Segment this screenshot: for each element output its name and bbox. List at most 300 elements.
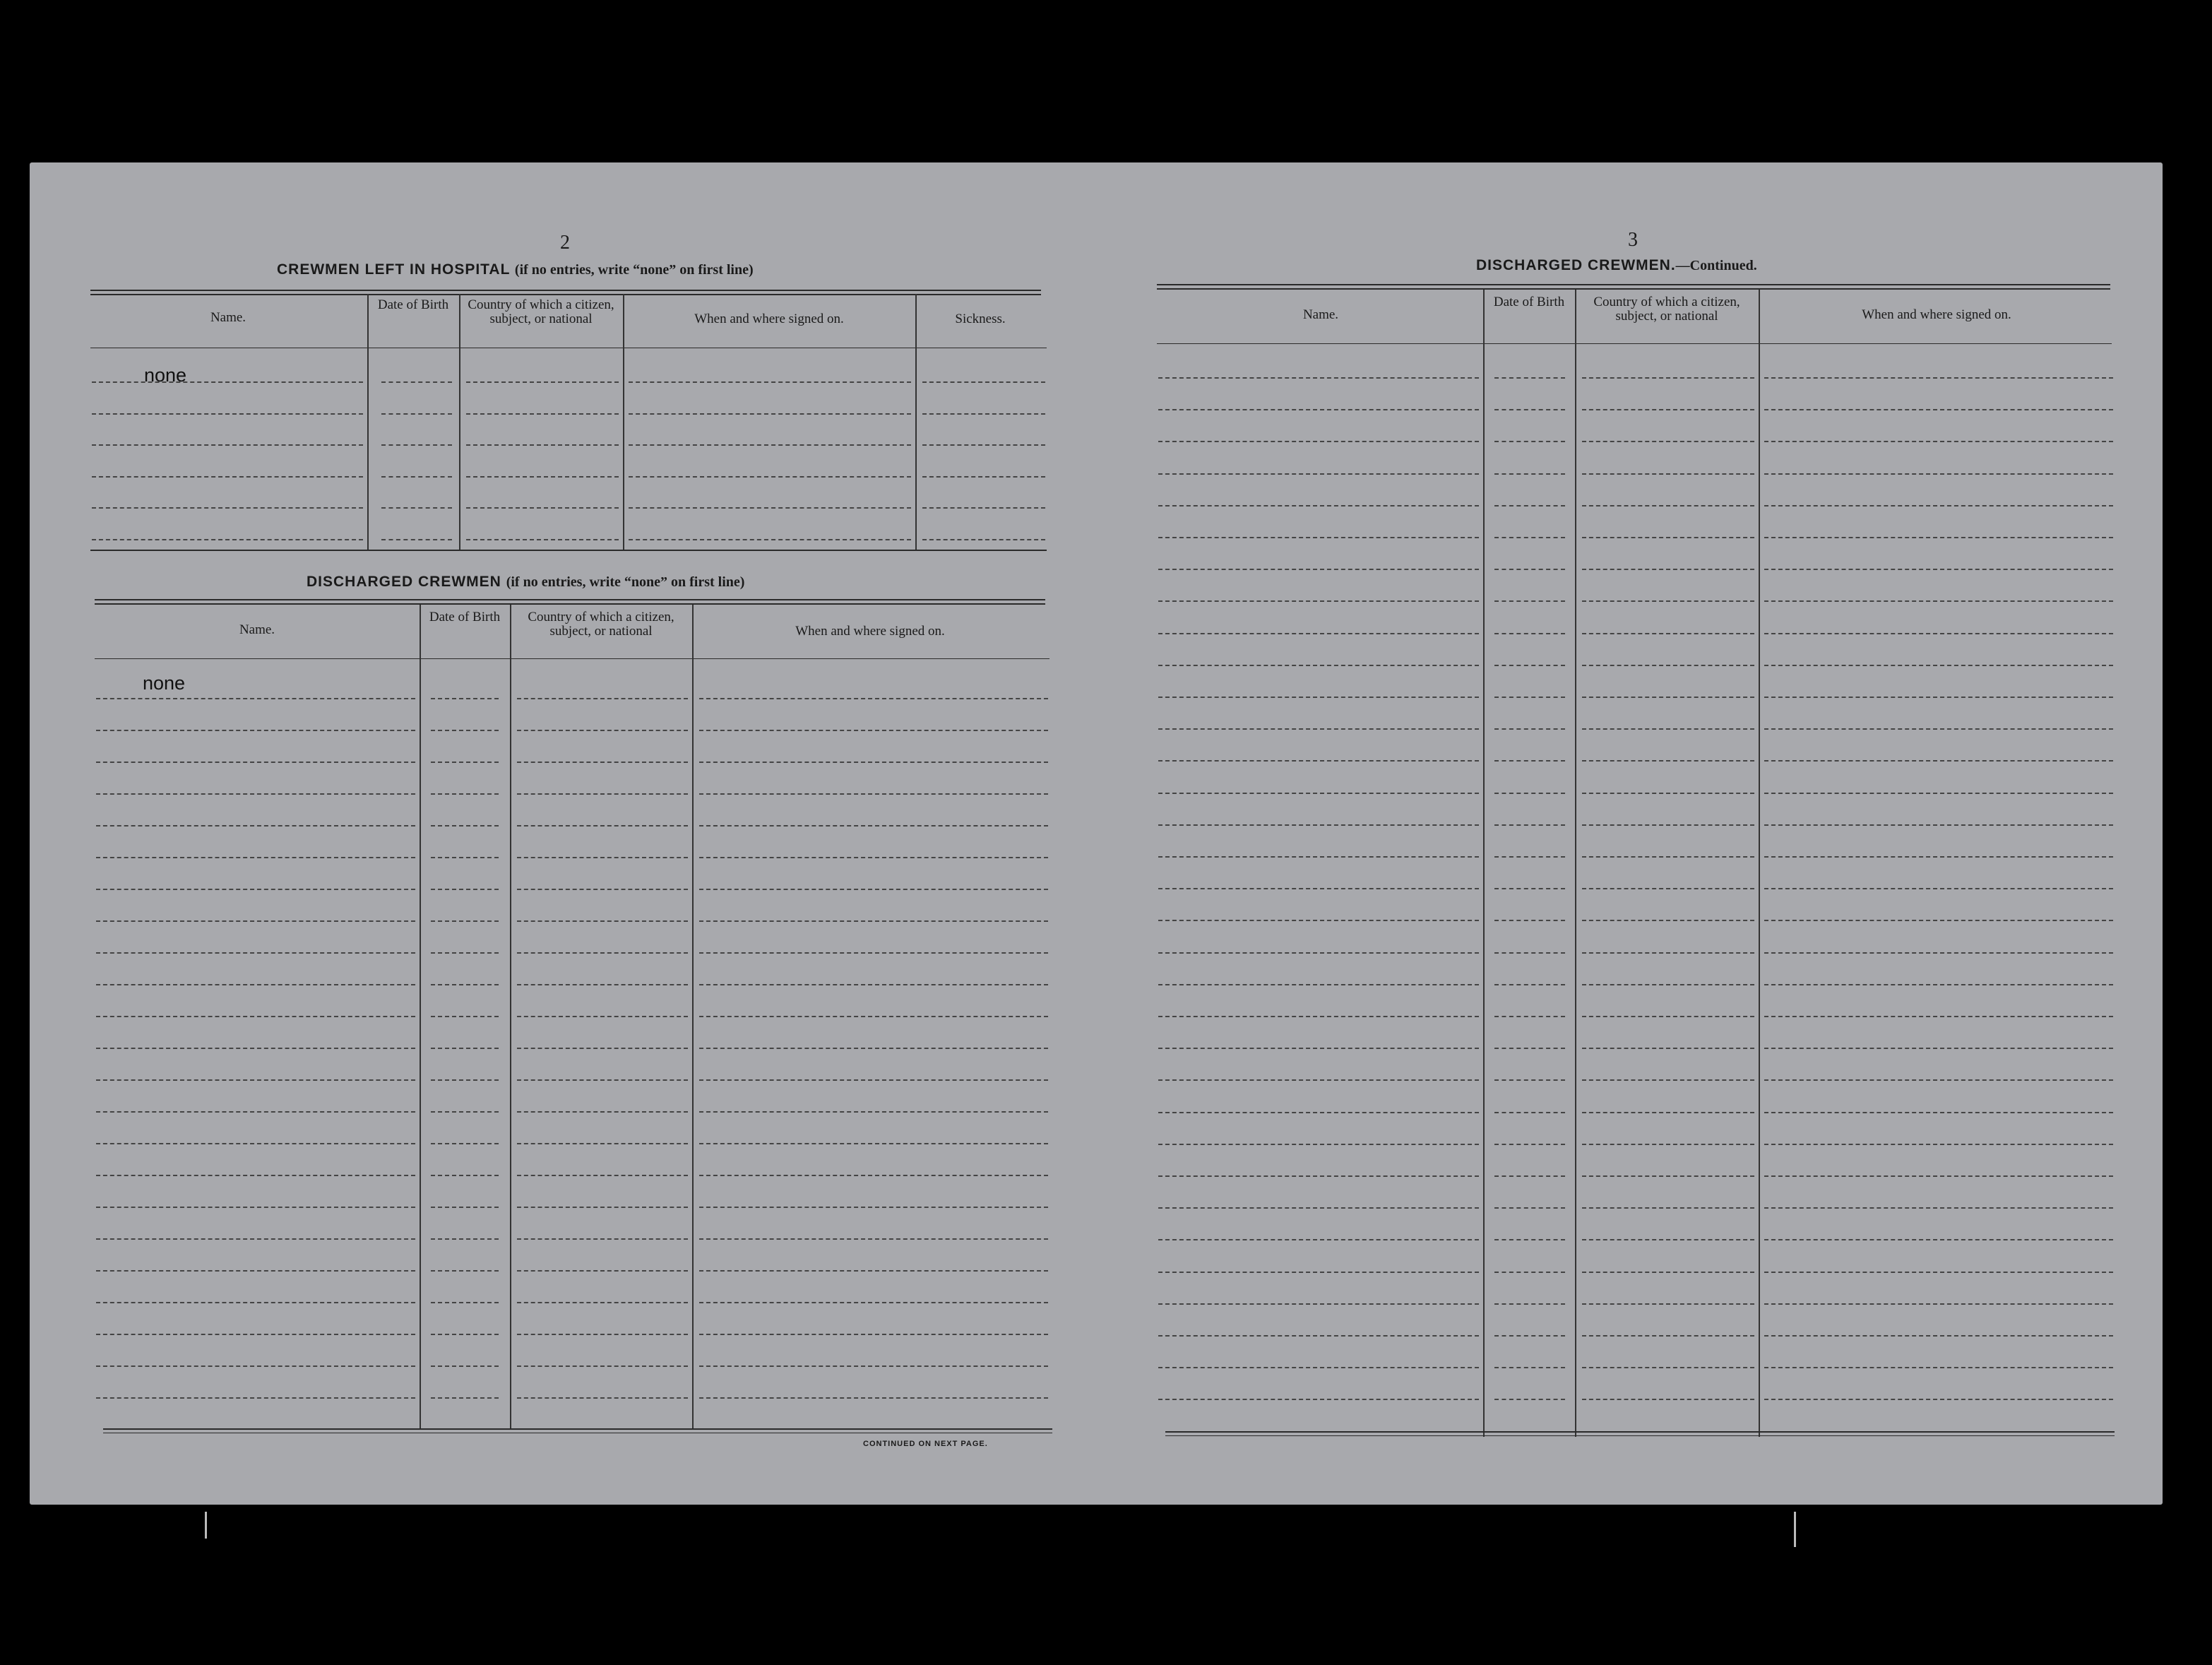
entry-line	[1494, 824, 1565, 826]
entry-line	[1494, 920, 1565, 921]
continued-title-suffix: —Continued.	[1675, 258, 1757, 273]
entry-line	[1158, 1239, 1479, 1240]
entry-line	[517, 1238, 688, 1240]
entry-line	[1582, 1112, 1754, 1113]
entry-line	[699, 1302, 1048, 1303]
entry-line	[1764, 984, 2113, 985]
entry-line	[517, 889, 688, 890]
entry-line	[1494, 473, 1565, 475]
entry-line	[1158, 409, 1479, 410]
entry-line	[466, 444, 619, 446]
entry-line	[699, 1238, 1048, 1240]
col-header-country: Country of which a citizen, subject, or national	[468, 297, 614, 326]
entry-line	[1764, 1144, 2113, 1145]
table-bottom-rule	[1165, 1431, 2115, 1433]
entry-line	[431, 1207, 499, 1208]
entry-line	[517, 1111, 688, 1113]
entry-line	[431, 762, 499, 763]
entry-line	[96, 984, 415, 985]
entry-line	[1158, 377, 1479, 379]
entry-line	[1764, 1048, 2113, 1049]
entry-line	[1582, 697, 1754, 698]
entry-line	[517, 1397, 688, 1399]
entry-line	[466, 413, 619, 415]
entry-line	[517, 1365, 688, 1367]
discharged-title: DISCHARGED CREWMEN	[307, 574, 501, 590]
entry-line	[92, 476, 363, 478]
entry-line	[96, 1207, 415, 1208]
entry-line	[1764, 1112, 2113, 1113]
entry-line	[699, 1175, 1048, 1176]
entry-line	[92, 444, 363, 446]
entry-line	[517, 1270, 688, 1272]
entry-line	[922, 476, 1045, 478]
entry-line	[1158, 760, 1479, 762]
entry-line	[1764, 760, 2113, 762]
entry-line	[1764, 952, 2113, 954]
scan-speck	[205, 1512, 207, 1539]
continued-note: CONTINUED ON NEXT PAGE.	[863, 1440, 988, 1448]
entry-line	[699, 1048, 1048, 1049]
entry-line	[1494, 984, 1565, 985]
entry-line	[517, 1048, 688, 1049]
entry-line	[1158, 793, 1479, 794]
entry-line	[1158, 665, 1479, 666]
entry-line	[699, 1334, 1048, 1335]
entry-line	[517, 698, 688, 699]
entry-line	[1582, 409, 1754, 410]
column-divider	[510, 605, 511, 1430]
entry-line	[1582, 569, 1754, 570]
entry-line	[1582, 1048, 1754, 1049]
entry-line	[1764, 888, 2113, 889]
entry-line	[1764, 537, 2113, 538]
entry-line	[96, 889, 415, 890]
entry-line	[1764, 1367, 2113, 1368]
entry-line	[1582, 505, 1754, 506]
col-header-country: Country of which a citizen, subject, or national	[1593, 295, 1740, 324]
entry-line	[96, 698, 415, 699]
entry-line	[1582, 665, 1754, 666]
entry-line	[431, 825, 499, 826]
entry-line	[1158, 1207, 1479, 1209]
entry-line	[1764, 1303, 2113, 1305]
entry-line	[431, 952, 499, 954]
discharged-section-title	[307, 574, 744, 591]
entry-line	[1158, 728, 1479, 730]
entry-line	[922, 539, 1045, 540]
entry-line	[1158, 537, 1479, 538]
entry-line	[96, 1365, 415, 1367]
entry-line	[1158, 600, 1479, 602]
entry-line	[1494, 1112, 1565, 1113]
entry-line	[1494, 1048, 1565, 1049]
continued-section-title	[1476, 257, 1757, 274]
entry-line	[431, 730, 499, 731]
entry-line	[1764, 1207, 2113, 1209]
entry-line	[629, 507, 911, 509]
entry-line	[517, 730, 688, 731]
entry-line	[1158, 697, 1479, 698]
entry-line	[1764, 1239, 2113, 1240]
entry-line	[1582, 984, 1754, 985]
entry-line	[381, 413, 452, 415]
entry-line	[431, 1302, 499, 1303]
entry-line	[699, 762, 1048, 763]
entry-line	[629, 539, 911, 540]
entry-line	[96, 825, 415, 826]
entry-line	[1764, 1272, 2113, 1273]
entry-line	[1764, 377, 2113, 379]
hospital-section-title	[277, 261, 754, 278]
column-divider	[623, 294, 624, 550]
entry-line	[431, 1048, 499, 1049]
entry-line	[431, 1111, 499, 1113]
table-top-rule	[1157, 288, 2110, 290]
entry-line	[1764, 473, 2113, 475]
entry-line	[1494, 633, 1565, 634]
entry-line	[517, 1207, 688, 1208]
entry-line	[96, 730, 415, 731]
entry-line	[1158, 1079, 1479, 1081]
entry-line	[699, 698, 1048, 699]
column-divider	[459, 294, 460, 550]
column-divider	[1483, 290, 1485, 1437]
entry-line	[466, 381, 619, 383]
entry-line	[96, 1111, 415, 1113]
entry-line	[1494, 728, 1565, 730]
entry-line	[431, 1365, 499, 1367]
entry-line	[381, 381, 452, 383]
entry-line	[1582, 1367, 1754, 1368]
table-bottom-rule	[1165, 1435, 2115, 1436]
entry-line	[1764, 600, 2113, 602]
entry-line	[1158, 1016, 1479, 1017]
entry-line	[1158, 1303, 1479, 1305]
col-header-name: Name.	[1302, 307, 1339, 322]
entry-line	[1158, 633, 1479, 634]
entry-line	[96, 1397, 415, 1399]
entry-line	[1764, 569, 2113, 570]
entry-line	[431, 1397, 499, 1399]
entry-line	[629, 476, 911, 478]
entry-line	[92, 507, 363, 509]
right-page-number: 3	[1628, 229, 1638, 251]
entry-line	[1494, 888, 1565, 889]
entry-line	[517, 1079, 688, 1081]
entry-line	[1582, 793, 1754, 794]
column-divider	[1575, 290, 1576, 1437]
entry-line	[431, 920, 499, 922]
entry-line	[1582, 377, 1754, 379]
entry-line	[96, 1270, 415, 1272]
entry-line	[1494, 856, 1565, 858]
entry-line	[699, 1111, 1048, 1113]
entry-line	[92, 539, 363, 540]
entry-line	[699, 952, 1048, 954]
entry-line	[517, 1175, 688, 1176]
entry-line	[1494, 1207, 1565, 1209]
entry-line	[1582, 1144, 1754, 1145]
entry-line	[1764, 1399, 2113, 1400]
entry-line	[1494, 1016, 1565, 1017]
col-header-signed-on: When and where signed on.	[795, 624, 945, 639]
entry-line	[922, 507, 1045, 509]
entry-line	[466, 476, 619, 478]
table-bottom-rule	[103, 1428, 1052, 1430]
entry-line	[1158, 1272, 1479, 1273]
entry-line	[1494, 1335, 1565, 1337]
entry-line	[1494, 537, 1565, 538]
entry-line	[922, 444, 1045, 446]
entry-line	[1764, 409, 2113, 410]
entry-line	[1494, 1367, 1565, 1368]
entry-line	[1158, 473, 1479, 475]
entry-line	[1494, 1303, 1565, 1305]
entry-line	[517, 952, 688, 954]
entry-line	[1582, 1399, 1754, 1400]
entry-line	[517, 920, 688, 922]
entry-line	[1582, 952, 1754, 954]
hospital-entry-1: none	[144, 365, 187, 386]
entry-line	[699, 825, 1048, 826]
hospital-subtitle: (if no entries, write “none” on first line)	[514, 262, 754, 278]
entry-line	[517, 1302, 688, 1303]
entry-line	[1764, 856, 2113, 858]
entry-line	[466, 507, 619, 509]
entry-line	[699, 857, 1048, 858]
entry-line	[1158, 1175, 1479, 1177]
entry-line	[517, 793, 688, 795]
entry-line	[381, 476, 452, 478]
entry-line	[699, 1270, 1048, 1272]
entry-line	[1494, 600, 1565, 602]
entry-line	[1158, 1367, 1479, 1368]
entry-line	[1582, 600, 1754, 602]
entry-line	[1158, 1399, 1479, 1400]
entry-line	[431, 698, 499, 699]
entry-line	[1764, 697, 2113, 698]
entry-line	[431, 857, 499, 858]
entry-line	[381, 539, 452, 540]
entry-line	[431, 793, 499, 795]
entry-line	[922, 413, 1045, 415]
entry-line	[92, 413, 363, 415]
entry-line	[1494, 409, 1565, 410]
entry-line	[699, 1143, 1048, 1144]
col-header-signed-on: When and where signed on.	[1862, 307, 2011, 322]
entry-line	[1494, 1175, 1565, 1177]
entry-line	[699, 1016, 1048, 1017]
entry-line	[1764, 1335, 2113, 1337]
scan-speck	[1794, 1512, 1796, 1547]
column-divider	[692, 605, 694, 1430]
entry-line	[1582, 824, 1754, 826]
entry-line	[517, 1334, 688, 1335]
entry-line	[1764, 505, 2113, 506]
entry-line	[1582, 760, 1754, 762]
entry-line	[431, 1270, 499, 1272]
entry-line	[92, 381, 363, 383]
entry-line	[1494, 760, 1565, 762]
entry-line	[1494, 377, 1565, 379]
entry-line	[466, 539, 619, 540]
entry-line	[1582, 441, 1754, 442]
entry-line	[1764, 665, 2113, 666]
entry-line	[1158, 1112, 1479, 1113]
entry-line	[1158, 505, 1479, 506]
col-header-date-of-birth: Date of Birth	[377, 297, 449, 312]
entry-line	[1158, 569, 1479, 570]
entry-line	[1582, 633, 1754, 634]
col-header-sickness: Sickness.	[955, 312, 1006, 326]
entry-line	[96, 1016, 415, 1017]
entry-line	[1494, 1079, 1565, 1081]
entry-line	[517, 1016, 688, 1017]
entry-line	[96, 1048, 415, 1049]
table-top-rule	[1157, 284, 2110, 285]
entry-line	[96, 762, 415, 763]
entry-line	[629, 444, 911, 446]
entry-line	[517, 857, 688, 858]
entry-line	[1582, 1079, 1754, 1081]
entry-line	[629, 381, 911, 383]
entry-line	[699, 920, 1048, 922]
left-page-number: 2	[560, 232, 570, 254]
entry-line	[1494, 952, 1565, 954]
entry-line	[517, 825, 688, 826]
entry-line	[1494, 1272, 1565, 1273]
entry-line	[922, 381, 1045, 383]
entry-line	[699, 1079, 1048, 1081]
entry-line	[517, 1143, 688, 1144]
entry-line	[381, 507, 452, 509]
entry-line	[1494, 505, 1565, 506]
entry-line	[1582, 1175, 1754, 1177]
entry-line	[699, 730, 1048, 731]
entry-line	[431, 984, 499, 985]
entry-line	[517, 762, 688, 763]
entry-line	[699, 984, 1048, 985]
hospital-title: CREWMEN LEFT IN HOSPITAL	[277, 261, 511, 278]
entry-line	[1494, 665, 1565, 666]
entry-line	[1582, 1335, 1754, 1337]
entry-line	[96, 920, 415, 922]
col-header-date-of-birth: Date of Birth	[1493, 295, 1565, 309]
entry-line	[96, 793, 415, 795]
col-header-country: Country of which a citizen, subject, or national	[528, 610, 674, 639]
entry-line	[1582, 473, 1754, 475]
entry-line	[431, 1079, 499, 1081]
column-divider	[1759, 290, 1760, 1437]
entry-line	[96, 1175, 415, 1176]
entry-line	[96, 952, 415, 954]
entry-line	[629, 413, 911, 415]
entry-line	[1158, 856, 1479, 858]
entry-line	[1158, 888, 1479, 889]
entry-line	[431, 1016, 499, 1017]
entry-line	[1582, 1207, 1754, 1209]
entry-line	[96, 857, 415, 858]
entry-line	[1582, 1303, 1754, 1305]
entry-line	[1494, 697, 1565, 698]
continued-title: DISCHARGED CREWMEN.	[1476, 257, 1676, 273]
entry-line	[431, 1175, 499, 1176]
entry-line	[1158, 441, 1479, 442]
entry-line	[699, 1365, 1048, 1367]
entry-line	[1494, 1399, 1565, 1400]
entry-line	[1582, 888, 1754, 889]
entry-line	[699, 1397, 1048, 1399]
entry-line	[1764, 824, 2113, 826]
entry-line	[1582, 856, 1754, 858]
entry-line	[381, 444, 452, 446]
entry-line	[1494, 793, 1565, 794]
entry-line	[431, 1143, 499, 1144]
entry-line	[1764, 793, 2113, 794]
entry-line	[1764, 728, 2113, 730]
col-header-signed-on: When and where signed on.	[694, 312, 844, 326]
entry-line	[699, 889, 1048, 890]
entry-line	[1582, 1239, 1754, 1240]
entry-line	[431, 1334, 499, 1335]
entry-line	[1582, 537, 1754, 538]
entry-line	[699, 793, 1048, 795]
entry-line	[1158, 1048, 1479, 1049]
entry-line	[1158, 920, 1479, 921]
col-header-date-of-birth: Date of Birth	[429, 610, 501, 624]
entry-line	[1158, 952, 1479, 954]
entry-line	[1158, 824, 1479, 826]
entry-line	[96, 1079, 415, 1081]
entry-line	[1764, 920, 2113, 921]
entry-line	[1158, 1335, 1479, 1337]
col-header-name: Name.	[210, 310, 246, 325]
table-top-rule	[90, 290, 1041, 291]
discharged-entry-1: none	[143, 672, 186, 694]
entry-line	[1764, 633, 2113, 634]
entry-line	[699, 1207, 1048, 1208]
entry-line	[96, 1143, 415, 1144]
entry-line	[1158, 984, 1479, 985]
entry-line	[517, 984, 688, 985]
entry-line	[1582, 1016, 1754, 1017]
entry-line	[1582, 1272, 1754, 1273]
header-rule	[95, 658, 1049, 659]
entry-line	[431, 1238, 499, 1240]
col-header-name: Name.	[239, 622, 275, 637]
entry-line	[1764, 1175, 2113, 1177]
header-rule	[1157, 343, 2112, 344]
entry-line	[1582, 920, 1754, 921]
entry-line	[96, 1238, 415, 1240]
entry-line	[1494, 441, 1565, 442]
entry-line	[96, 1302, 415, 1303]
entry-line	[1764, 441, 2113, 442]
column-divider	[420, 605, 421, 1430]
table-top-rule	[95, 599, 1045, 600]
entry-line	[1494, 1239, 1565, 1240]
entry-line	[1764, 1016, 2113, 1017]
column-divider	[915, 294, 917, 550]
table-top-rule	[90, 294, 1041, 295]
entry-line	[96, 1334, 415, 1335]
entry-line	[1764, 1079, 2113, 1081]
entry-line	[431, 889, 499, 890]
table-bottom-rule	[90, 550, 1047, 551]
table-top-rule	[95, 603, 1045, 605]
entry-line	[1582, 728, 1754, 730]
